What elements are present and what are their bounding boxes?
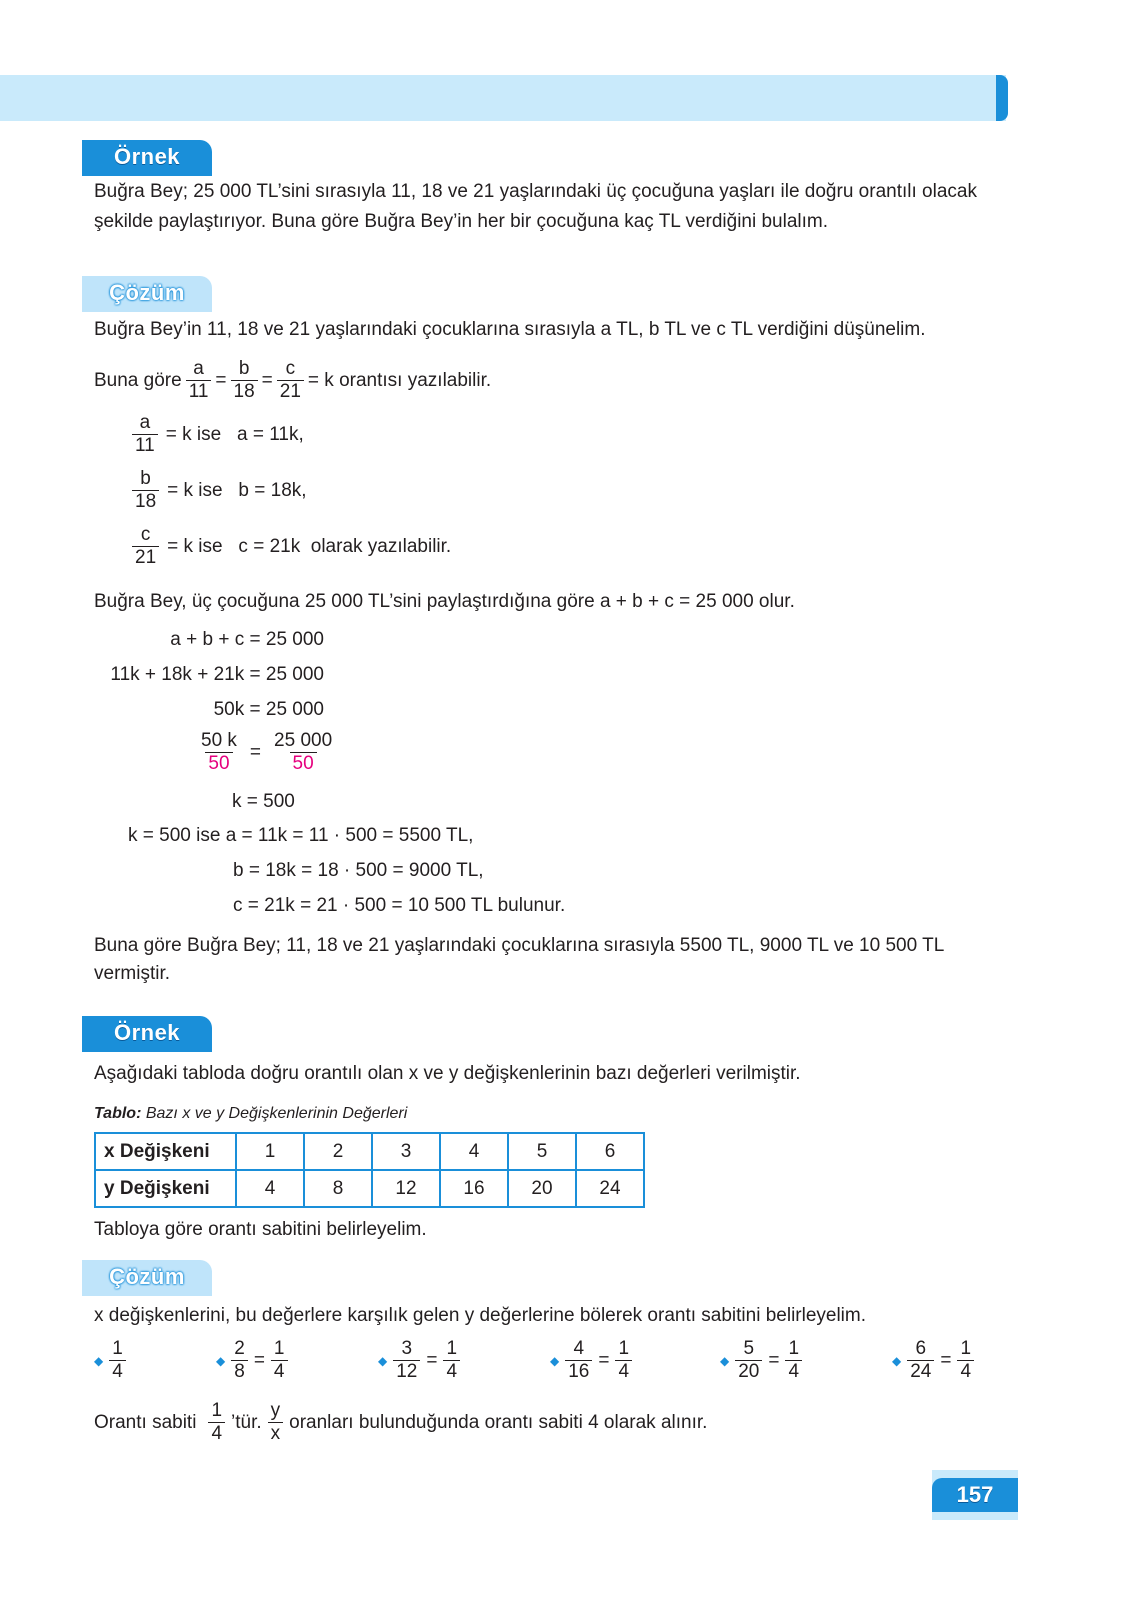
proportion-prefix: Buna göre xyxy=(94,369,182,391)
solution-label: Çözüm xyxy=(82,276,212,310)
sum-sentence: Buğra Bey, üç çocuğuna 25 000 TL’sini paylaştırdığına göre a + b + c = 25 000 olur. xyxy=(94,591,795,612)
final-statement: Orantı sabiti $\frac{1}{4}$ ’tür. $\frac{y}{x}$ oranları bulunduğunda orantı sabiti 4 olarak alınır. xyxy=(94,1400,708,1444)
table-cell: 1 xyxy=(236,1133,304,1170)
proportion-statement xyxy=(94,358,491,403)
result-b: b = 18k = 18 · 500 = 9000 TL, xyxy=(233,860,484,881)
equals-sign: = xyxy=(215,369,227,391)
result-a: k = 500 ise a = 11k = 11 · 500 = 5500 TL, xyxy=(128,825,474,846)
equation-row-b: $\frac{b}{18}$ = k ise b = 18k, xyxy=(132,468,307,513)
step-2: 11k + 18k + 21k = 25 000 xyxy=(110,664,324,685)
result-c: c = 21k = 21 · 500 = 10 500 TL bulunur. xyxy=(233,895,566,916)
table-cell: 8 xyxy=(304,1170,372,1207)
equation-row-a: $\frac{a}{11}$ = k ise a = 11k, xyxy=(132,412,304,457)
table-cell: 4 xyxy=(440,1133,508,1170)
ratio-item-3: ◆ $\frac{3}{12}$ = $\frac{1}{4}$ xyxy=(378,1338,460,1383)
equals-sign: = xyxy=(261,369,273,391)
example-label-underline xyxy=(82,174,212,176)
conclusion-line1: Buna göre Buğra Bey; 11, 18 ve 21 yaşlarındaki çocuklarına sırasıyla 5500 TL, 9000 TL ve 10 500 TL xyxy=(94,935,945,956)
table-row-y xyxy=(95,1170,644,1207)
table-cell: 3 xyxy=(372,1133,440,1170)
diamond-bullet-icon: ◆ xyxy=(216,1353,226,1368)
ratio-item-2: ◆ $\frac{2}{8}$ = $\frac{1}{4}$ xyxy=(216,1338,288,1383)
ratio-item-5: ◆ $\frac{5}{20}$ = $\frac{1}{4}$ xyxy=(720,1338,802,1383)
step-3: 50k = 25 000 xyxy=(213,699,324,720)
diamond-bullet-icon: ◆ xyxy=(378,1353,388,1368)
table-cell: 16 xyxy=(440,1170,508,1207)
solution1-intro: Buğra Bey’in 11, 18 ve 21 yaşlarındaki çocuklarına sırasıyla a TL, b TL ve c TL verdiğini düşünelim. xyxy=(94,319,926,340)
example1-text-line2: şekilde paylaştırıyor. Buna göre Buğra Bey’in her bir çocuğuna kaç TL verdiğini bulalım. xyxy=(94,211,829,232)
ratio-item-6: ◆ $\frac{6}{24}$ = $\frac{1}{4}$ xyxy=(892,1338,974,1383)
ratio-item-4: ◆ $\frac{4}{16}$ = $\frac{1}{4}$ xyxy=(550,1338,632,1383)
solution-label-underline xyxy=(82,310,212,312)
fraction-25000-over-50: $\frac{25 000}{50}$ xyxy=(274,730,333,774)
table-cell: 24 xyxy=(576,1170,644,1207)
example-label: Örnek xyxy=(82,140,212,174)
fraction-c-21: $\frac{c}{21}$ xyxy=(277,358,304,403)
row-header-x: x Değişkeni xyxy=(95,1133,236,1170)
top-header-tab xyxy=(996,75,1008,121)
fraction-a-11: $\frac{a}{11}$ xyxy=(186,358,212,403)
example1-text-line1: Buğra Bey; 25 000 TL’sini sırasıyla 11, 18 ve 21 yaşlarındaki üç çocuğuna yaşları ile doğru orantılı olacak xyxy=(94,181,977,202)
table-cell: 6 xyxy=(576,1133,644,1170)
table-cell: 2 xyxy=(304,1133,372,1170)
fraction-one-quarter: $\frac{1}{4}$ xyxy=(208,1400,225,1445)
example2-question: Tabloya göre orantı sabitini belirleyelim. xyxy=(94,1219,427,1240)
diamond-bullet-icon: ◆ xyxy=(550,1353,560,1368)
division-step: $\frac{50 k}{50}$ = $\frac{25 000}{50}$ xyxy=(198,730,335,775)
ratio-item-1: ◆ $\frac{1}{4}$ xyxy=(94,1338,126,1383)
table-cell: 20 xyxy=(508,1170,576,1207)
diamond-bullet-icon: ◆ xyxy=(94,1353,104,1368)
diamond-bullet-icon: ◆ xyxy=(720,1353,730,1368)
diamond-bullet-icon: ◆ xyxy=(892,1353,902,1368)
page-number: 157 xyxy=(932,1478,1018,1512)
table-caption: Tablo: Bazı x ve y Değişkenlerinin Değerleri xyxy=(94,1105,408,1122)
fraction-50k-over-50: $\frac{50 k}{50}$ xyxy=(201,730,237,774)
row-header-y: y Değişkeni xyxy=(95,1170,236,1207)
proportion-suffix: = k orantısı yazılabilir. xyxy=(307,369,492,391)
solution2-intro: x değişkenlerini, bu değerlere karşılık gelen y değerlerine bölerek orantı sabitini belirleyelim. xyxy=(94,1305,867,1326)
example-label-underline xyxy=(82,1050,212,1052)
example-label: Örnek xyxy=(82,1016,212,1050)
solution-label-underline xyxy=(82,1294,212,1296)
equation-row-c: $\frac{c}{21}$ = k ise c = 21k olarak yazılabilir. xyxy=(132,524,451,569)
conclusion-line2: vermiştir. xyxy=(94,963,170,984)
fraction-b-18: $\frac{b}{18}$ xyxy=(231,358,258,403)
table-cell: 4 xyxy=(236,1170,304,1207)
example2-text: Aşağıdaki tabloda doğru orantılı olan x ve y değişkenlerinin bazı değerleri verilmiştir. xyxy=(94,1063,801,1084)
fraction-y-over-x: $\frac{y}{x}$ xyxy=(268,1400,284,1445)
table-cell: 5 xyxy=(508,1133,576,1170)
step-1: a + b + c = 25 000 xyxy=(170,629,324,650)
xy-values-table xyxy=(94,1132,645,1208)
table-row-x xyxy=(95,1133,644,1170)
top-header-band xyxy=(0,75,1006,121)
table-cell: 12 xyxy=(372,1170,440,1207)
k-result: k = 500 xyxy=(232,791,295,812)
solution-label: Çözüm xyxy=(82,1260,212,1294)
